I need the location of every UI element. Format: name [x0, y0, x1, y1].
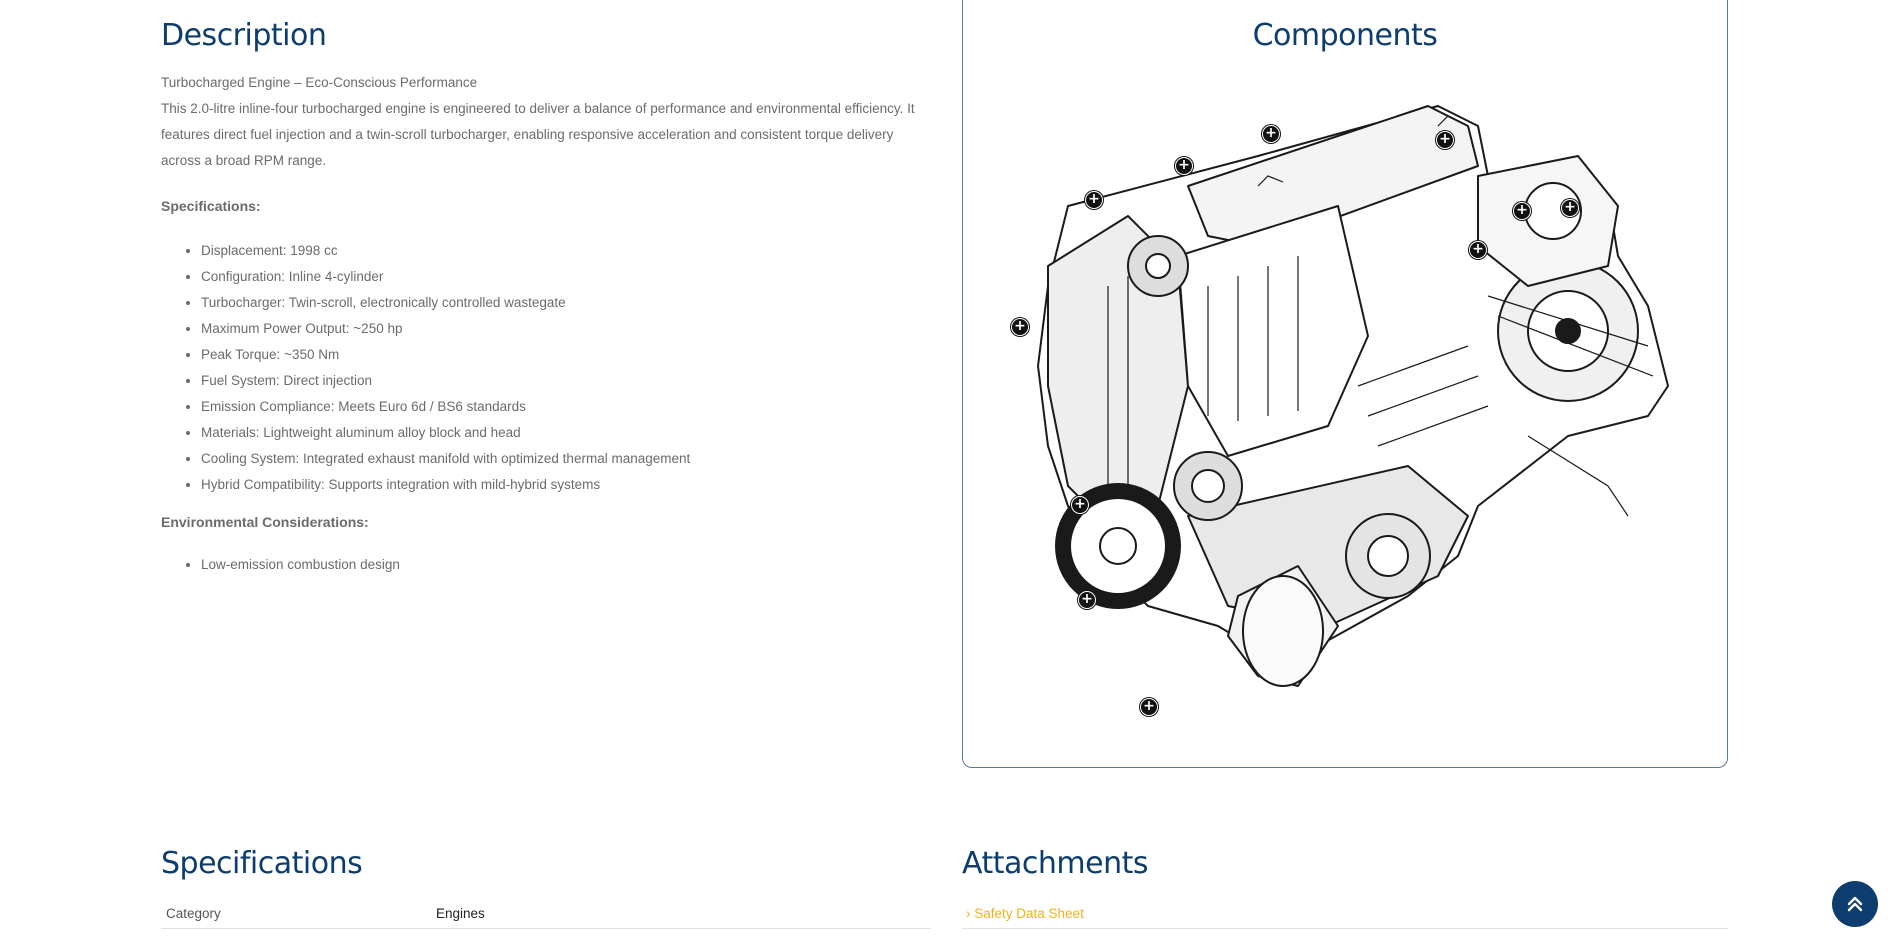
list-item: • Low-emission combustion design [201, 552, 400, 578]
list-item: • Peak Torque: ~350 Nm [201, 342, 690, 368]
components-card [962, 0, 1728, 768]
description-subtitle: Turbocharged Engine – Eco-Conscious Performance [161, 75, 478, 90]
list-item: • Maximum Power Output: ~250 hp [201, 316, 690, 342]
hotspot-plus-icon[interactable]: + [1140, 698, 1158, 716]
safety-data-sheet-link[interactable]: › Safety Data Sheet [966, 906, 1084, 921]
hotspot-plus-icon[interactable]: + [1262, 125, 1280, 143]
list-item [962, 900, 1728, 929]
spec-value: Engines [436, 906, 485, 921]
double-chevron-up-icon [1845, 894, 1865, 914]
hotspot-plus-icon[interactable]: + [1011, 318, 1029, 336]
attachments-section [962, 846, 1728, 921]
hotspot-plus-icon[interactable]: + [1085, 191, 1103, 209]
specifications-heading: Specifications [161, 846, 363, 881]
list-item: • Materials: Lightweight aluminum alloy block and head [201, 420, 690, 446]
list-item: • Turbocharger: Twin-scroll, electronically controlled wastegate [201, 290, 690, 316]
hotspot-plus-icon[interactable]: + [1436, 131, 1454, 149]
specifications-section [161, 846, 931, 921]
table-row [161, 900, 931, 929]
description-heading: Description [161, 18, 327, 53]
engine-diagram [1008, 86, 1688, 726]
description-paragraph: This 2.0-litre inline-four turbocharged engine is engineered to deliver a balance of performance and environmental efficiency. It features direct fuel injection and a twin-scroll turbocharger, enabling responsive acceleration and consistent torque delivery across a broad RPM range. [161, 101, 915, 168]
hotspot-plus-icon[interactable]: + [1561, 199, 1579, 217]
list-item: • Emission Compliance: Meets Euro 6d / BS6 standards [201, 394, 690, 420]
spec-label: Category [166, 906, 221, 921]
engine-illustration [1008, 86, 1688, 726]
hotspot-plus-icon[interactable]: + [1175, 157, 1193, 175]
attachments-heading: Attachments [962, 846, 1148, 881]
specifications-title: Specifications: [161, 198, 261, 214]
hotspot-plus-icon[interactable]: + [1513, 202, 1531, 220]
list-item: • Fuel System: Direct injection [201, 368, 690, 394]
scroll-top-button[interactable] [1832, 881, 1878, 927]
hotspot-plus-icon[interactable]: + [1078, 591, 1096, 609]
list-item: • Displacement: 1998 cc [201, 238, 690, 264]
hotspot-plus-icon[interactable]: + [1469, 241, 1487, 259]
list-item: • Cooling System: Integrated exhaust manifold with optimized thermal management [201, 446, 690, 472]
components-heading: Components [1252, 18, 1438, 53]
description-body [161, 70, 931, 174]
list-item: • Configuration: Inline 4-cylinder [201, 264, 690, 290]
environmental-title: Environmental Considerations: [161, 514, 369, 530]
environmental-list [161, 552, 400, 578]
list-item: • Hybrid Compatibility: Supports integration with mild-hybrid systems [201, 472, 690, 498]
specifications-list [161, 238, 690, 498]
hotspot-plus-icon[interactable]: + [1071, 496, 1089, 514]
